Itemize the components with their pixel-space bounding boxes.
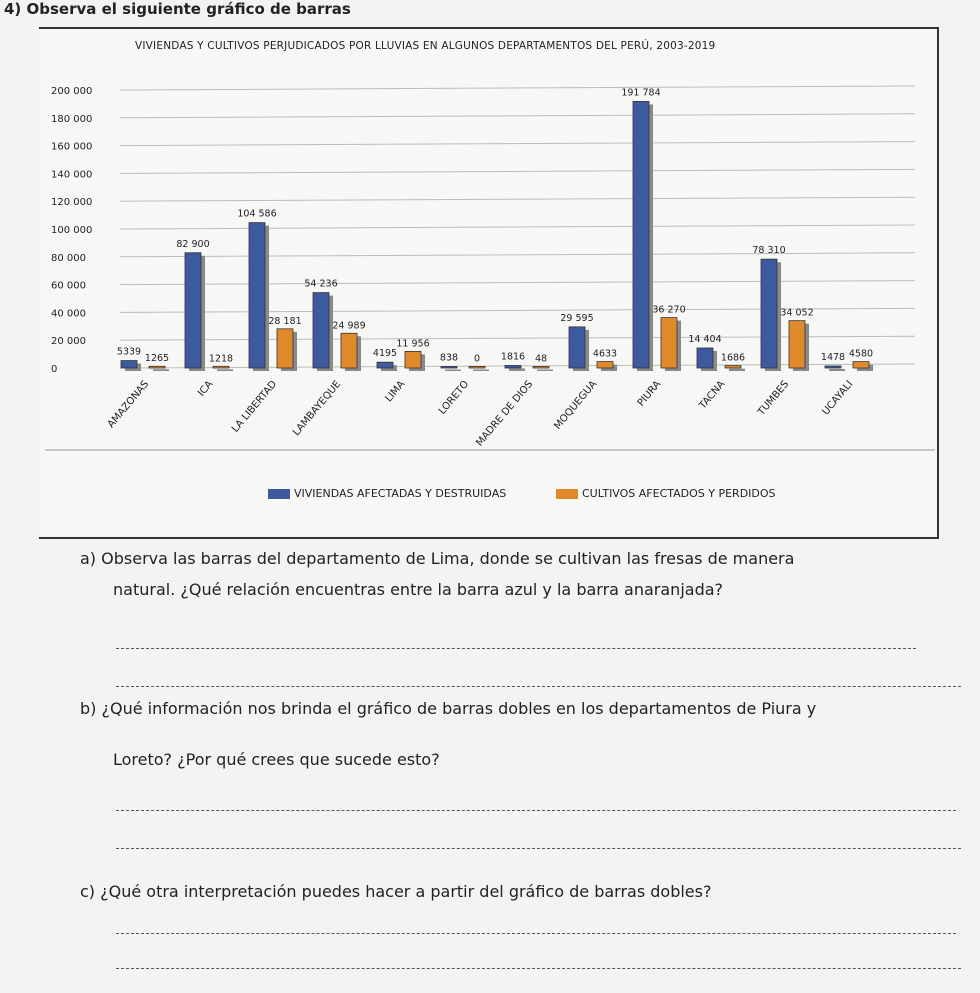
- data-label-cultivos: 1686: [720, 352, 746, 364]
- x-tick-label: LIMA: [383, 378, 408, 405]
- y-tick-label: 160 000: [51, 141, 93, 153]
- data-label-cultivos: 1265: [144, 353, 170, 365]
- x-tick-label: PIURA: [635, 378, 664, 409]
- bar-depth: [729, 369, 745, 371]
- x-tick-label: TACNA: [697, 378, 728, 412]
- x-tick-label: LORETO: [436, 378, 472, 417]
- bar-cultivos-madre-de-dios: [533, 367, 549, 369]
- bar-viviendas-ica: [185, 253, 201, 368]
- question-b-line2: Loreto? ¿Por qué crees que sucede esto?: [113, 750, 440, 769]
- gridline: [120, 169, 915, 173]
- gridline: [120, 86, 915, 90]
- question-a-line1: a) Observa las barras del departamento de Lima, donde se cultivan las fresas de manera: [80, 549, 795, 568]
- bar-cultivos-moquegua: [597, 362, 613, 368]
- data-label-viviendas: 104 586: [237, 208, 277, 220]
- bar-cultivos-la-libertad: [277, 329, 293, 368]
- question-b-line1: b) ¿Qué información nos brinda el gráfico de barras dobles en los departamentos de Piura y: [80, 699, 817, 718]
- legend-cultivos: [556, 487, 776, 500]
- answer-line-c1[interactable]: [116, 933, 956, 934]
- gridline: [120, 225, 915, 229]
- data-label-cultivos: 28 181: [268, 315, 302, 327]
- bar-viviendas-tacna: [697, 348, 713, 368]
- bar-viviendas-la-libertad: [249, 223, 265, 368]
- bar-cultivos-lima: [405, 351, 421, 368]
- gridline: [120, 253, 915, 257]
- exercise-heading: 4) Observa el siguiente gráfico de barras: [4, 0, 351, 18]
- y-tick-label: 100 000: [51, 225, 93, 236]
- x-tick-label: ICA: [196, 378, 216, 399]
- answer-line-a2[interactable]: [116, 686, 961, 687]
- y-tick-label: 0: [51, 364, 58, 375]
- answer-line-b1[interactable]: [116, 810, 956, 811]
- bar-viviendas-loreto: [441, 367, 457, 369]
- data-label-viviendas: 82 900: [176, 238, 210, 250]
- y-tick-label: 200 000: [51, 86, 93, 97]
- data-label-cultivos: 4633: [592, 348, 618, 360]
- bar-viviendas-ucayali: [825, 366, 841, 368]
- bar-depth: [217, 369, 233, 371]
- answer-line-c2[interactable]: [116, 968, 961, 969]
- legend-swatch-viviendas: [268, 489, 290, 499]
- legend-viviendas: [268, 487, 506, 500]
- bar-viviendas-tumbes: [761, 259, 777, 368]
- x-tick-label: MOQUEGUA: [552, 378, 600, 432]
- y-tick-label: 80 000: [51, 252, 86, 264]
- data-label-viviendas: 1478: [820, 351, 846, 363]
- data-label-viviendas: 78 310: [752, 245, 786, 257]
- bar-viviendas-piura: [633, 101, 649, 368]
- gridline: [120, 197, 915, 201]
- bar-depth: [445, 370, 461, 372]
- bar-viviendas-moquegua: [569, 327, 585, 368]
- bar-depth: [537, 370, 553, 372]
- bar-cultivos-tacna: [725, 366, 741, 368]
- y-tick-label: 40 000: [51, 308, 86, 320]
- data-label-viviendas: 191 784: [621, 87, 661, 99]
- y-tick-label: 140 000: [51, 169, 93, 181]
- question-c-line1: c) ¿Qué otra interpretación puedes hacer a partir del gráfico de barras dobles?: [80, 882, 712, 901]
- data-label-cultivos: 1218: [208, 353, 234, 365]
- data-label-viviendas: 14 404: [688, 333, 722, 345]
- y-tick-label: 20 000: [51, 336, 86, 348]
- bar-viviendas-lima: [377, 362, 393, 368]
- data-label-cultivos: 34 052: [780, 307, 814, 319]
- gridline: [120, 142, 915, 146]
- chart-title: VIVIENDAS Y CULTIVOS PERJUDICADOS POR LLUVIAS EN ALGUNOS DEPARTAMENTOS DEL PERÚ, 2003-2019: [135, 40, 716, 52]
- bar-depth: [829, 369, 845, 371]
- bar-depth: [473, 370, 489, 372]
- x-tick-label: TUMBES: [756, 378, 792, 418]
- legend-label-cultivos: CULTIVOS AFECTADOS Y PERDIDOS: [582, 487, 776, 500]
- bar-viviendas-madre-de-dios: [505, 365, 521, 368]
- bar-cultivos-lambayeque: [341, 333, 357, 368]
- bar-depth: [153, 369, 169, 371]
- x-tick-label: UCAYALI: [820, 378, 856, 418]
- bar-cultivos-piura: [661, 318, 677, 368]
- data-label-viviendas: 54 236: [304, 278, 338, 290]
- bar-cultivos-ica: [213, 366, 229, 368]
- bar-viviendas-lambayeque: [313, 293, 329, 368]
- gridline: [120, 114, 915, 118]
- data-label-cultivos: 24 989: [332, 320, 366, 332]
- bar-depth: [509, 368, 525, 371]
- data-label-cultivos: 4580: [848, 348, 874, 360]
- data-label-viviendas: 4195: [372, 348, 398, 360]
- data-label-cultivos: 0: [473, 353, 481, 365]
- gridline: [120, 281, 915, 285]
- bar-cultivos-amazonas: [149, 366, 165, 368]
- legend-label-viviendas: VIVIENDAS AFECTADAS Y DESTRUIDAS: [294, 487, 507, 500]
- answer-line-a1[interactable]: [116, 648, 916, 649]
- bar-cultivos-ucayali: [853, 362, 869, 368]
- x-tick-label: LA LIBERTAD: [229, 378, 280, 435]
- data-label-viviendas: 29 595: [560, 312, 594, 324]
- question-a-line2: natural. ¿Qué relación encuentras entre la barra azul y la barra anaranjada?: [113, 580, 724, 599]
- answer-line-b2[interactable]: [116, 848, 961, 849]
- y-tick-label: 60 000: [51, 280, 86, 292]
- data-label-cultivos: 48: [534, 353, 548, 365]
- data-label-viviendas: 5339: [116, 346, 142, 358]
- data-label-cultivos: 11 956: [396, 338, 430, 350]
- data-label-viviendas: 1816: [500, 351, 526, 363]
- bar-cultivos-tumbes: [789, 321, 805, 368]
- x-tick-label: MADRE DE DIOS: [474, 378, 536, 449]
- bar-cultivos-loreto: [469, 367, 485, 369]
- y-tick-label: 180 000: [51, 113, 93, 125]
- y-tick-label: 120 000: [51, 197, 93, 209]
- x-tick-label: LAMBAYEQUE: [291, 378, 344, 439]
- data-label-cultivos: 36 270: [652, 304, 686, 316]
- bar-viviendas-amazonas: [121, 361, 137, 368]
- legend-swatch-cultivos: [556, 489, 578, 499]
- x-tick-label: AMAZONAS: [105, 378, 152, 431]
- data-label-viviendas: 838: [439, 352, 459, 364]
